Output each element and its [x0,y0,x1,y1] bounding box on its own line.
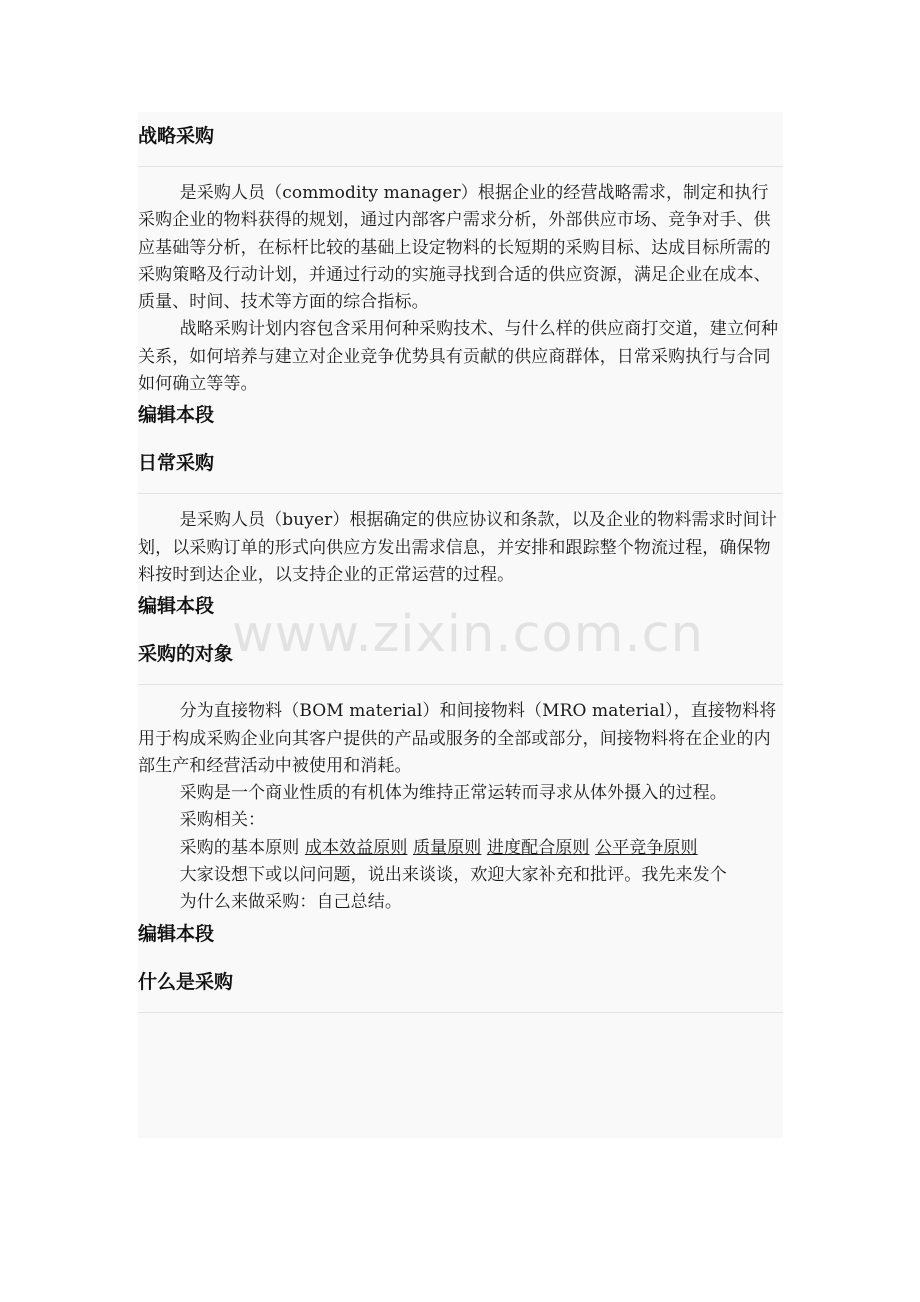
paragraph: 为什么来做采购：自己总结。 [179,892,402,913]
section-title: 什么是采购 [138,958,783,1013]
section-strategic-purchasing [138,112,783,439]
paragraph: 战略采购计划内容包含采用何种采购技术、与什么样的供应商打交道，建立何种关系，如何培养与建立对企业竞争优势具有贡献的供应商群体，日常采购执行与合同如何确立等等。 [138,319,779,395]
principles-line [138,835,783,862]
principles-prefix: 采购的基本原则 [179,837,300,858]
principle-link[interactable]: 公平竞争原则 [595,837,698,858]
section-title: 采购的对象 [138,630,783,685]
principle-link[interactable]: 进度配合原则 [486,837,590,858]
paragraph: 采购是一个商业性质的有机体为维持正常运转而寻求从体外摄入的过程。 [179,783,727,804]
section-body [138,685,783,916]
edit-section-link[interactable]: 编辑本段 [138,595,215,618]
principle-link[interactable]: 成本效益原则 [304,837,408,858]
edit-section-link[interactable]: 编辑本段 [138,922,215,945]
paragraph: 分为直接物料（BOM material）和间接物料（MRO material），直接物料将用于构成采购企业向其客户提供的产品或服务的全部或部分，间接物料将在企业的内部生产和经营活动中被使用和消耗。 [138,701,777,776]
section-purchasing-objects [138,630,783,957]
edit-section-link[interactable]: 编辑本段 [138,404,215,427]
paragraph: 是采购人员（commodity manager）根据企业的经营战略需求，制定和执行采购企业的物料获得的规划，通过内部客户需求分析，外部供应市场、竞争对手、供应基础等分析，在标杆比较的基础上设定物料的长短期的采购目标、达成目标所需的采购策略及行动计划，并通过行动的实施寻找到合适的供应资源，满足企业在成本、质量、时间、技术等方面的综合指标。 [138,183,771,313]
paragraph: 是采购人员（buyer）根据确定的供应协议和条款，以及企业的物料需求时间计划，以采购订单的形式向供应方发出需求信息，并安排和跟踪整个物流过程，确保物料按时到达企业，以支持企业的正常运营的过程。 [138,510,777,585]
principle-link[interactable]: 质量原则 [412,837,482,858]
paragraph: 采购相关： [179,810,266,831]
section-body [138,494,783,589]
section-title: 战略采购 [138,112,783,167]
section-title: 日常采购 [138,439,783,494]
paragraph: 大家设想下或以问问题，说出来谈谈，欢迎大家补充和批评。我先来发个 [179,865,727,886]
section-what-is-purchasing [138,958,783,1013]
section-body [138,167,783,398]
document-page [138,112,783,1138]
section-daily-purchasing [138,439,783,630]
